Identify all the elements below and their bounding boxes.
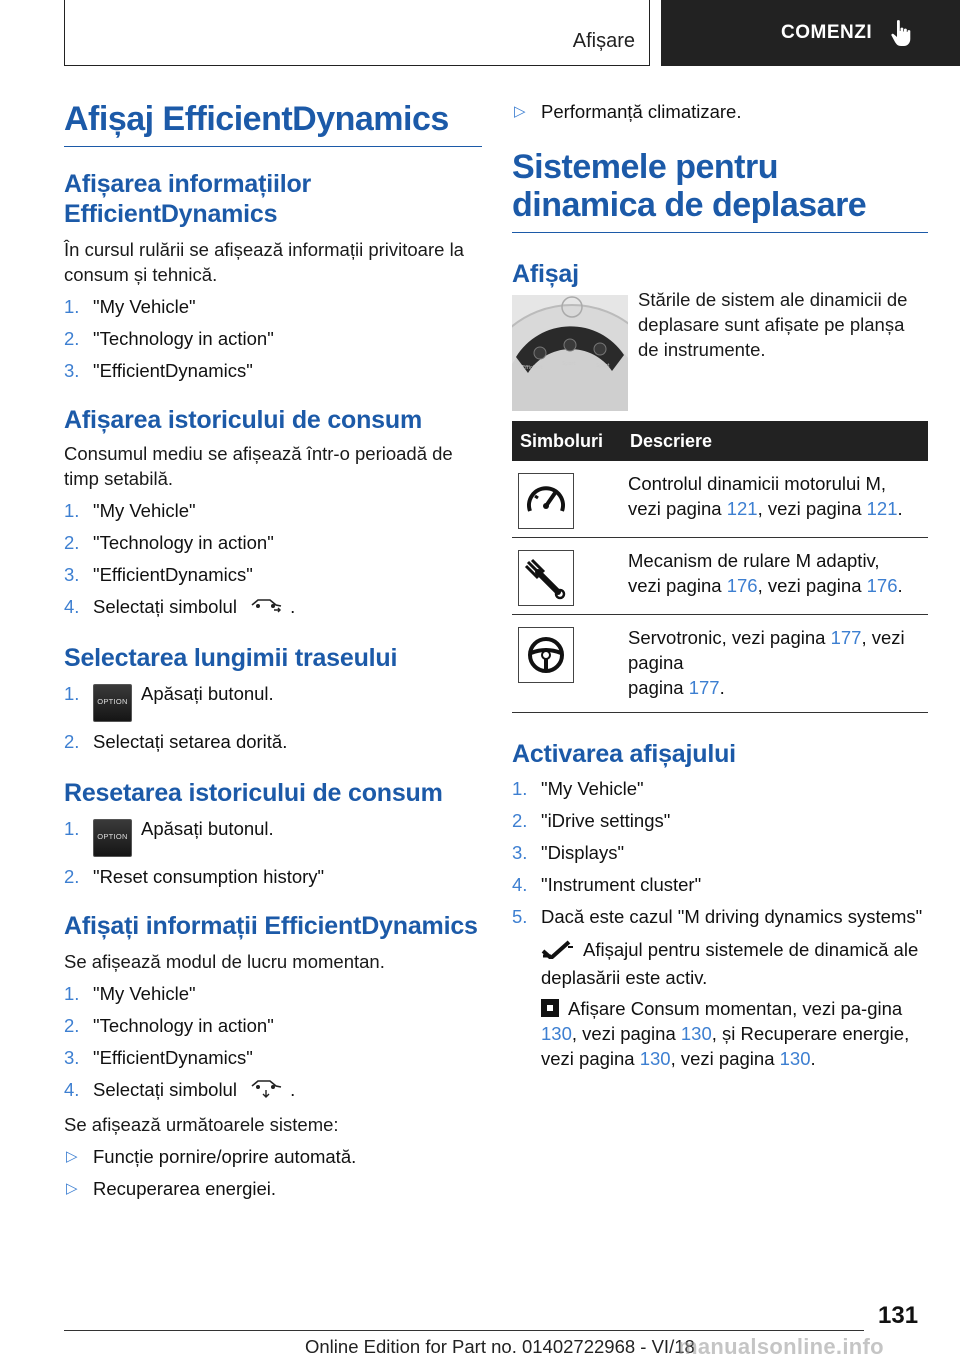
climate-bullet-list [512,99,928,124]
car-live-icon [248,1077,284,1105]
triangle-bullet-icon: ▷ [66,1148,78,1166]
step-number: 2. [64,731,80,753]
heading-efficientdynamics-info: Afișarea informațiilor EfficientDynamics [64,170,312,228]
list-item: 3. "Displays" [512,842,625,863]
square-option: Afișare Consum momentan, vezi pa-gina 130, vezi pagina 130, și Recuperare energie, vezi pagina 130, vezi pagina 130. [541,998,910,1069]
step-number: 2. [64,328,80,349]
list-item: 2. "Technology in action" [64,328,274,349]
list-item: 2. "Technology in action" [64,1015,274,1037]
left-column [64,100,482,1201]
list-item: 3. "EfficientDynamics" [64,360,253,381]
table-cell: Servotronic, vezi pagina 177, vezi pagina pagina 177. [626,615,928,713]
page-link[interactable]: 177 [830,627,862,648]
option-button[interactable]: OPTION [93,819,132,857]
triangle-bullet-icon: ▷ [514,103,526,120]
steps-show-efficientdynamics [64,981,482,1105]
step-number: 2. [512,810,528,831]
table-header-description: Descriere [626,421,928,461]
display-block [512,291,928,411]
list-item: 1. "My Vehicle" [64,296,196,317]
list-item: 5. Dacă este cazul "M driving dynamics systems" Afișajul pentru sistemele de dinamică ale deplasării este activ. Afișare Consum momentan, vezi pa-gina 130, vezi pagina 130, și Recuperare energie, vezi pagina 130, vezi pagina 130. [512,904,928,1071]
page-link[interactable]: 130 [639,1048,671,1069]
instrument-cluster-image [512,295,628,411]
check-option: Afișajul pentru sistemele de dinamică ale deplasării este activ. [541,939,919,988]
table-cell: Controlul dinamicii motorului M, vezi pagina 121, vezi pagina 121. [626,461,928,538]
steering-wheel-icon [518,627,574,683]
heading-consumption-history: Afișarea istoricului de consum [64,406,422,434]
page-link[interactable]: 121 [726,498,758,519]
step-number: 4. [64,1079,80,1101]
heading-reset-history: Resetarea istoricului de consum [64,779,443,808]
systems-intro: Se afișează următoarele sisteme: [64,1114,339,1136]
intro-efficientdynamics-info: În cursul rulării se afișează informații privitoare la consum și tehnică. [64,239,464,285]
step-number: 3. [64,360,80,381]
footer-edition: Online Edition for Part no. 01402722968 - VI/18 [305,1336,695,1357]
list-item: 2. "Technology in action" [64,532,274,553]
table-row [512,615,928,713]
cluster-label-sport-plus: Sport [596,363,610,369]
step-number: 1. [64,983,80,1005]
list-item: 3. "EfficientDynamics" [64,1047,253,1069]
intro-show-efficientdynamics: Se afișează modul de lucru momentan. [64,951,385,973]
list-item: ▷ Funcție pornire/oprire automată. [66,1146,357,1168]
step-number: 5. [512,906,528,927]
page-link[interactable]: 130 [779,1048,811,1069]
step-number: 4. [64,596,80,617]
list-item: 1. "My Vehicle" [512,778,644,799]
page-link[interactable]: 121 [866,498,898,519]
steps-efficientdynamics-info [64,294,482,383]
page-link[interactable]: 130 [541,1023,572,1044]
heading-show-efficientdynamics: Afișați informații EfficientDynamics [64,912,478,941]
steps-reset-history [64,816,482,889]
section-title-driving-dynamics: Sistemele pentru dinamica de deplasare [512,148,928,233]
speedometer-icon [518,473,574,529]
shock-absorber-icon [518,550,574,606]
header-chapter-tab[interactable] [661,0,960,66]
square-indicator-icon [541,999,559,1017]
table-row [512,538,928,615]
step-number: 3. [512,842,528,863]
page-link[interactable]: 176 [726,575,758,596]
page-link[interactable]: 176 [866,575,898,596]
option-button[interactable]: OPTION [93,684,132,722]
step-number: 1. [64,500,80,521]
list-item: 2. Selectați setarea dorită. [64,731,288,753]
list-item: 1. OPTION Apăsați butonul. [64,681,482,722]
steps-trip-length [64,681,482,754]
triangle-bullet-icon: ▷ [66,1180,78,1198]
symbols-table [512,421,928,713]
right-column [512,100,928,1071]
table-row [512,461,928,538]
step-number: 2. [64,866,80,888]
heading-activate-display: Activarea afișajului [512,740,736,768]
step-number: 4. [512,874,528,895]
step-number: 3. [64,1047,80,1069]
table-cell: Mecanism de rulare M adaptiv, vezi pagina 176, vezi pagina 176. [626,538,928,615]
list-item: 3. "EfficientDynamics" [64,564,253,585]
cluster-label-efficient: Efficient [522,365,543,371]
list-item: 1. "My Vehicle" [64,983,196,1005]
step-number: 3. [64,564,80,585]
step-number: 2. [64,532,80,553]
pointing-hand-icon [890,19,914,52]
list-item: ▷ Recuperarea energiei. [66,1178,277,1200]
heading-trip-length: Selectarea lungimii traseului [64,644,398,673]
step-number: 1. [512,778,528,799]
cluster-label-sport: Sport [562,361,576,367]
page-link[interactable]: 177 [688,677,720,698]
list-item: 2. "Reset consumption history" [64,866,325,888]
step-number: 1. [64,296,80,317]
watermark-logo: manualsonline.info [678,1334,884,1359]
header-section-title: Afișare [572,30,635,52]
list-item: 2. "iDrive settings" [512,810,671,831]
list-item: ▷ Performanță climatizare. [514,101,742,122]
page-title: Afișaj EfficientDynamics [64,100,482,147]
steps-activate-display [512,776,928,1071]
page-link[interactable]: 130 [680,1023,712,1044]
page-number: 131 [878,1302,919,1329]
list-item: 4. "Instrument cluster" [512,874,702,895]
steps-consumption-history [64,498,482,621]
header-chapter-label: COMENZI [781,22,873,43]
heading-display: Afișaj [512,260,579,288]
checkmark-icon [541,939,575,965]
step-number: 1. [64,683,80,705]
table-header-symbols: Simboluri [512,421,626,461]
list-item: 4. Selectați simbolul . [64,594,482,621]
car-history-icon [248,595,284,621]
step-number: 1. [64,818,80,840]
display-description: Stările de sistem ale dinamicii de deplasare sunt afișate pe planșa de instrumente. [638,289,908,360]
systems-list [64,1144,482,1201]
header-section-box [64,0,650,66]
list-item: 4. Selectați simbolul . [64,1077,482,1105]
list-item: 1. OPTION Apăsați butonul. [64,816,482,857]
list-item: 1. "My Vehicle" [64,500,196,521]
step-number: 2. [64,1015,80,1037]
footer-divider [64,1330,864,1331]
intro-consumption-history: Consumul mediu se afișează într-o perioadă de timp setabilă. [64,443,453,489]
